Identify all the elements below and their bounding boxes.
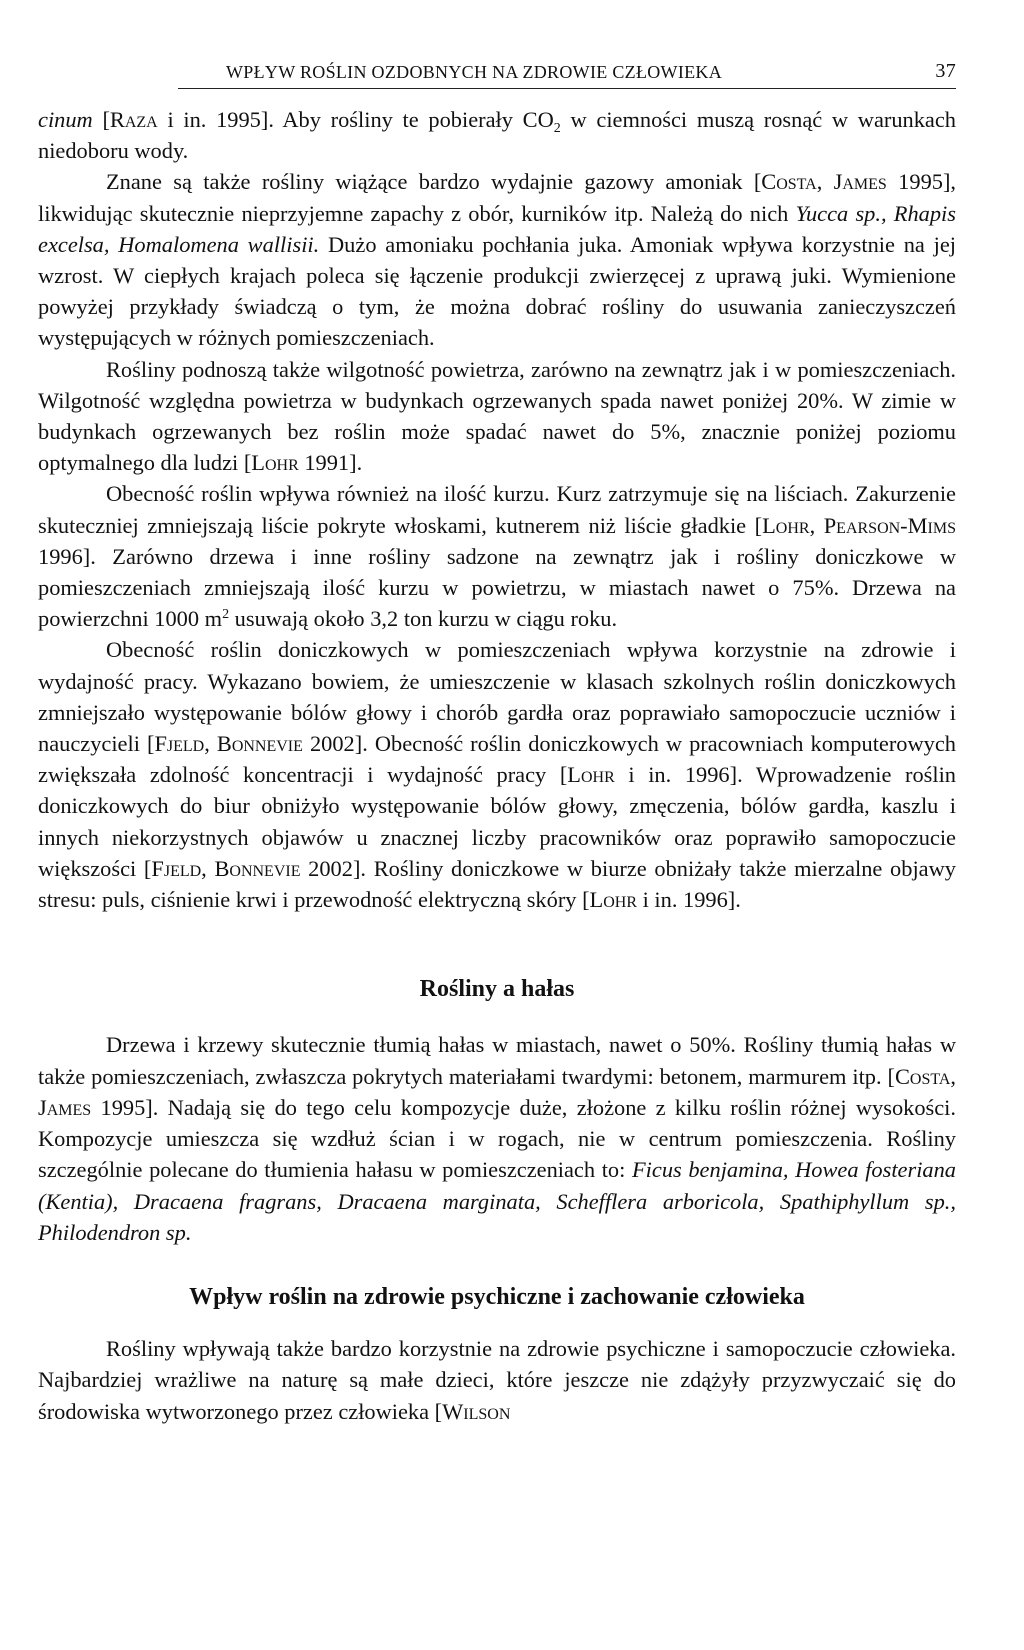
- paragraph-dust: Obecność roślin wpływa również na ilość kurzu. Kurz zatrzymuje się na liściach. Zakurzenie skuteczniej zmniejszają liście pokryte włoskami, kutnerem niż liście gładkie [Lohr, Pearson-Mims 1996]. Zarówno drzewa i inne rośliny sadzone na zewnątrz jak i rośliny doniczkowe w pomieszczeniach zmniejszają ilość kurzu w powietrzu, w miastach nawet o 75%. Drzewa na powierzchni 1000 $m^2$ usuwają około 3,2 ton kurzu w ciągu roku.: [38, 481, 957, 632]
- citation-author: Lohr, Pearson-Mims: [762, 512, 957, 538]
- paragraph-ammonia: Znane są także rośliny wiążące bardzo wydajnie gazowy amoniak [Costa, James 1995], likwidując skutecznie nieprzyjemne zapachy z obór, kurników itp. Należą do nich Yucca sp., Rhapis excelsa, Homalomena wallisii. Dużo amoniaku pochłania juka. Amoniak wpływa korzystnie na jej wzrost. W ciepłych krajach poleca się łączenie produkcji zwierzęcej z uprawą juki. Wymienione powyżej przykłady świadczą o tym, że można dobrać rośliny do usuwania zanieczyszczeń występujących w różnych pomieszczeniach.: [38, 169, 957, 351]
- citation-author: Fjeld, Bonnevie: [151, 855, 301, 881]
- paragraph-health-work: Obecność roślin doniczkowych w pomieszczeniach wpływa korzystnie na zdrowie i wydajność pracy. Wykazano bowiem, że umieszczenie w klasach szkolnych roślin doniczkowych zmniejszało występowanie bólów głowy i chorób gardła oraz poprawiało samopoczucie uczniów i nauczycieli [Fjeld, Bonnevie 2002]. Obecność roślin doniczkowych w pracowniach komputerowych zwiększała zdolność koncentracji i wydajność pracy [Lohr i in. 1996]. Wprowadzenie roślin doniczkowych do biur obniżyło występowanie bólów głowy, zmęczenia, bólów gardła, kaszlu i innych niekorzystnych objawów u znacznej liczby pracowników oraz poprawiło samopoczucie większości [Fjeld, Bonnevie 2002]. Rośliny doniczkowe w biurze obniżały także mierzalne objawy stresu: puls, ciśnienie krwi i przewodność elektryczną skóry [Lohr i in. 1996].: [38, 637, 957, 913]
- section-heading-noise: Rośliny a hałas: [419, 976, 575, 1003]
- species-names: Yucca sp., Rhapis excelsa, Homalomena wallisii.: [38, 200, 956, 257]
- citation-author: Lohr: [251, 450, 299, 476]
- citation-author: Costa, James: [38, 1063, 956, 1120]
- paragraph-continued: cinum [Raza i in. 1995]. Aby rośliny te pobierały $CO_2$ w ciemności muszą rosnąć w warunkach niedoboru wody.: [38, 107, 957, 164]
- section-heading-psychology: Wpływ roślin na zdrowie psychiczne i zachowanie człowieka: [189, 1283, 805, 1310]
- paragraph-noise: Drzewa i krzewy skutecznie tłumią hałas w miastach, nawet o 50%. Rośliny tłumią hałas w także pomieszczeniach, zwłaszcza pokrytych materiałami twardymi: betonem, marmurem itp. [Costa, James 1995]. Nadają się do tego celu kompozycje duże, złożone z kilku roślin różnej wysokości. Kompozycje umieszcza się wzdłuż ścian i w rogach, nie w centrum pomieszczenia. Rośliny szczególnie polecane do tłumienia hałasu w pomieszczeniach to: Ficus benjamina, Howea fosteriana (Kentia), Dracaena fragrans, Dracaena marginata, Schefflera arboricola, Spathiphyllum sp., Philodendron sp.: [38, 1032, 957, 1245]
- citation-author: Wilson: [442, 1398, 511, 1424]
- citation-author: Fjeld, Bonnevie: [154, 731, 303, 757]
- page-number: 37: [935, 60, 956, 82]
- citation-author: Raza: [109, 107, 158, 132]
- running-title: WPŁYW ROŚLIN OZDOBNYCH NA ZDROWIE CZŁOWIEKA: [226, 62, 723, 82]
- citation-author: Lohr: [567, 762, 615, 788]
- paragraph-humidity: Rośliny podnoszą także wilgotność powietrza, zarówno na zewnątrz jak i w pomieszczeniach. Wilgotność względna powietrza w budynkach ogrzewanych spada nawet poniżej 20%. W zimie w budynkach ogrzewanych bez roślin może spadać nawet do 5%, znacznie poniżej poziomu optymalnego dla ludzi [Lohr 1991].: [38, 356, 956, 476]
- page: [38, 60, 956, 1427]
- paragraph-psychology: Rośliny wpływają także bardzo korzystnie na zdrowie psychiczne i samopoczucie człowieka. Najbardziej wrażliwe na naturę są małe dzieci, które jeszcze nie zdążyły przyzwyczaić się do środowiska wytworzonego przez człowieka [Wilson: [38, 1336, 956, 1424]
- citation-author: Costa, James: [761, 169, 887, 195]
- body-text: [38, 104, 956, 1427]
- species-names: Ficus benjamina, Howea fosteriana (Kentia), Dracaena fragrans, Dracaena marginata, Schefflera arboricola, Spathiphyllum sp., Philodendron sp.: [38, 1157, 957, 1245]
- running-head: [178, 60, 956, 89]
- citation-author: Lohr: [589, 887, 637, 913]
